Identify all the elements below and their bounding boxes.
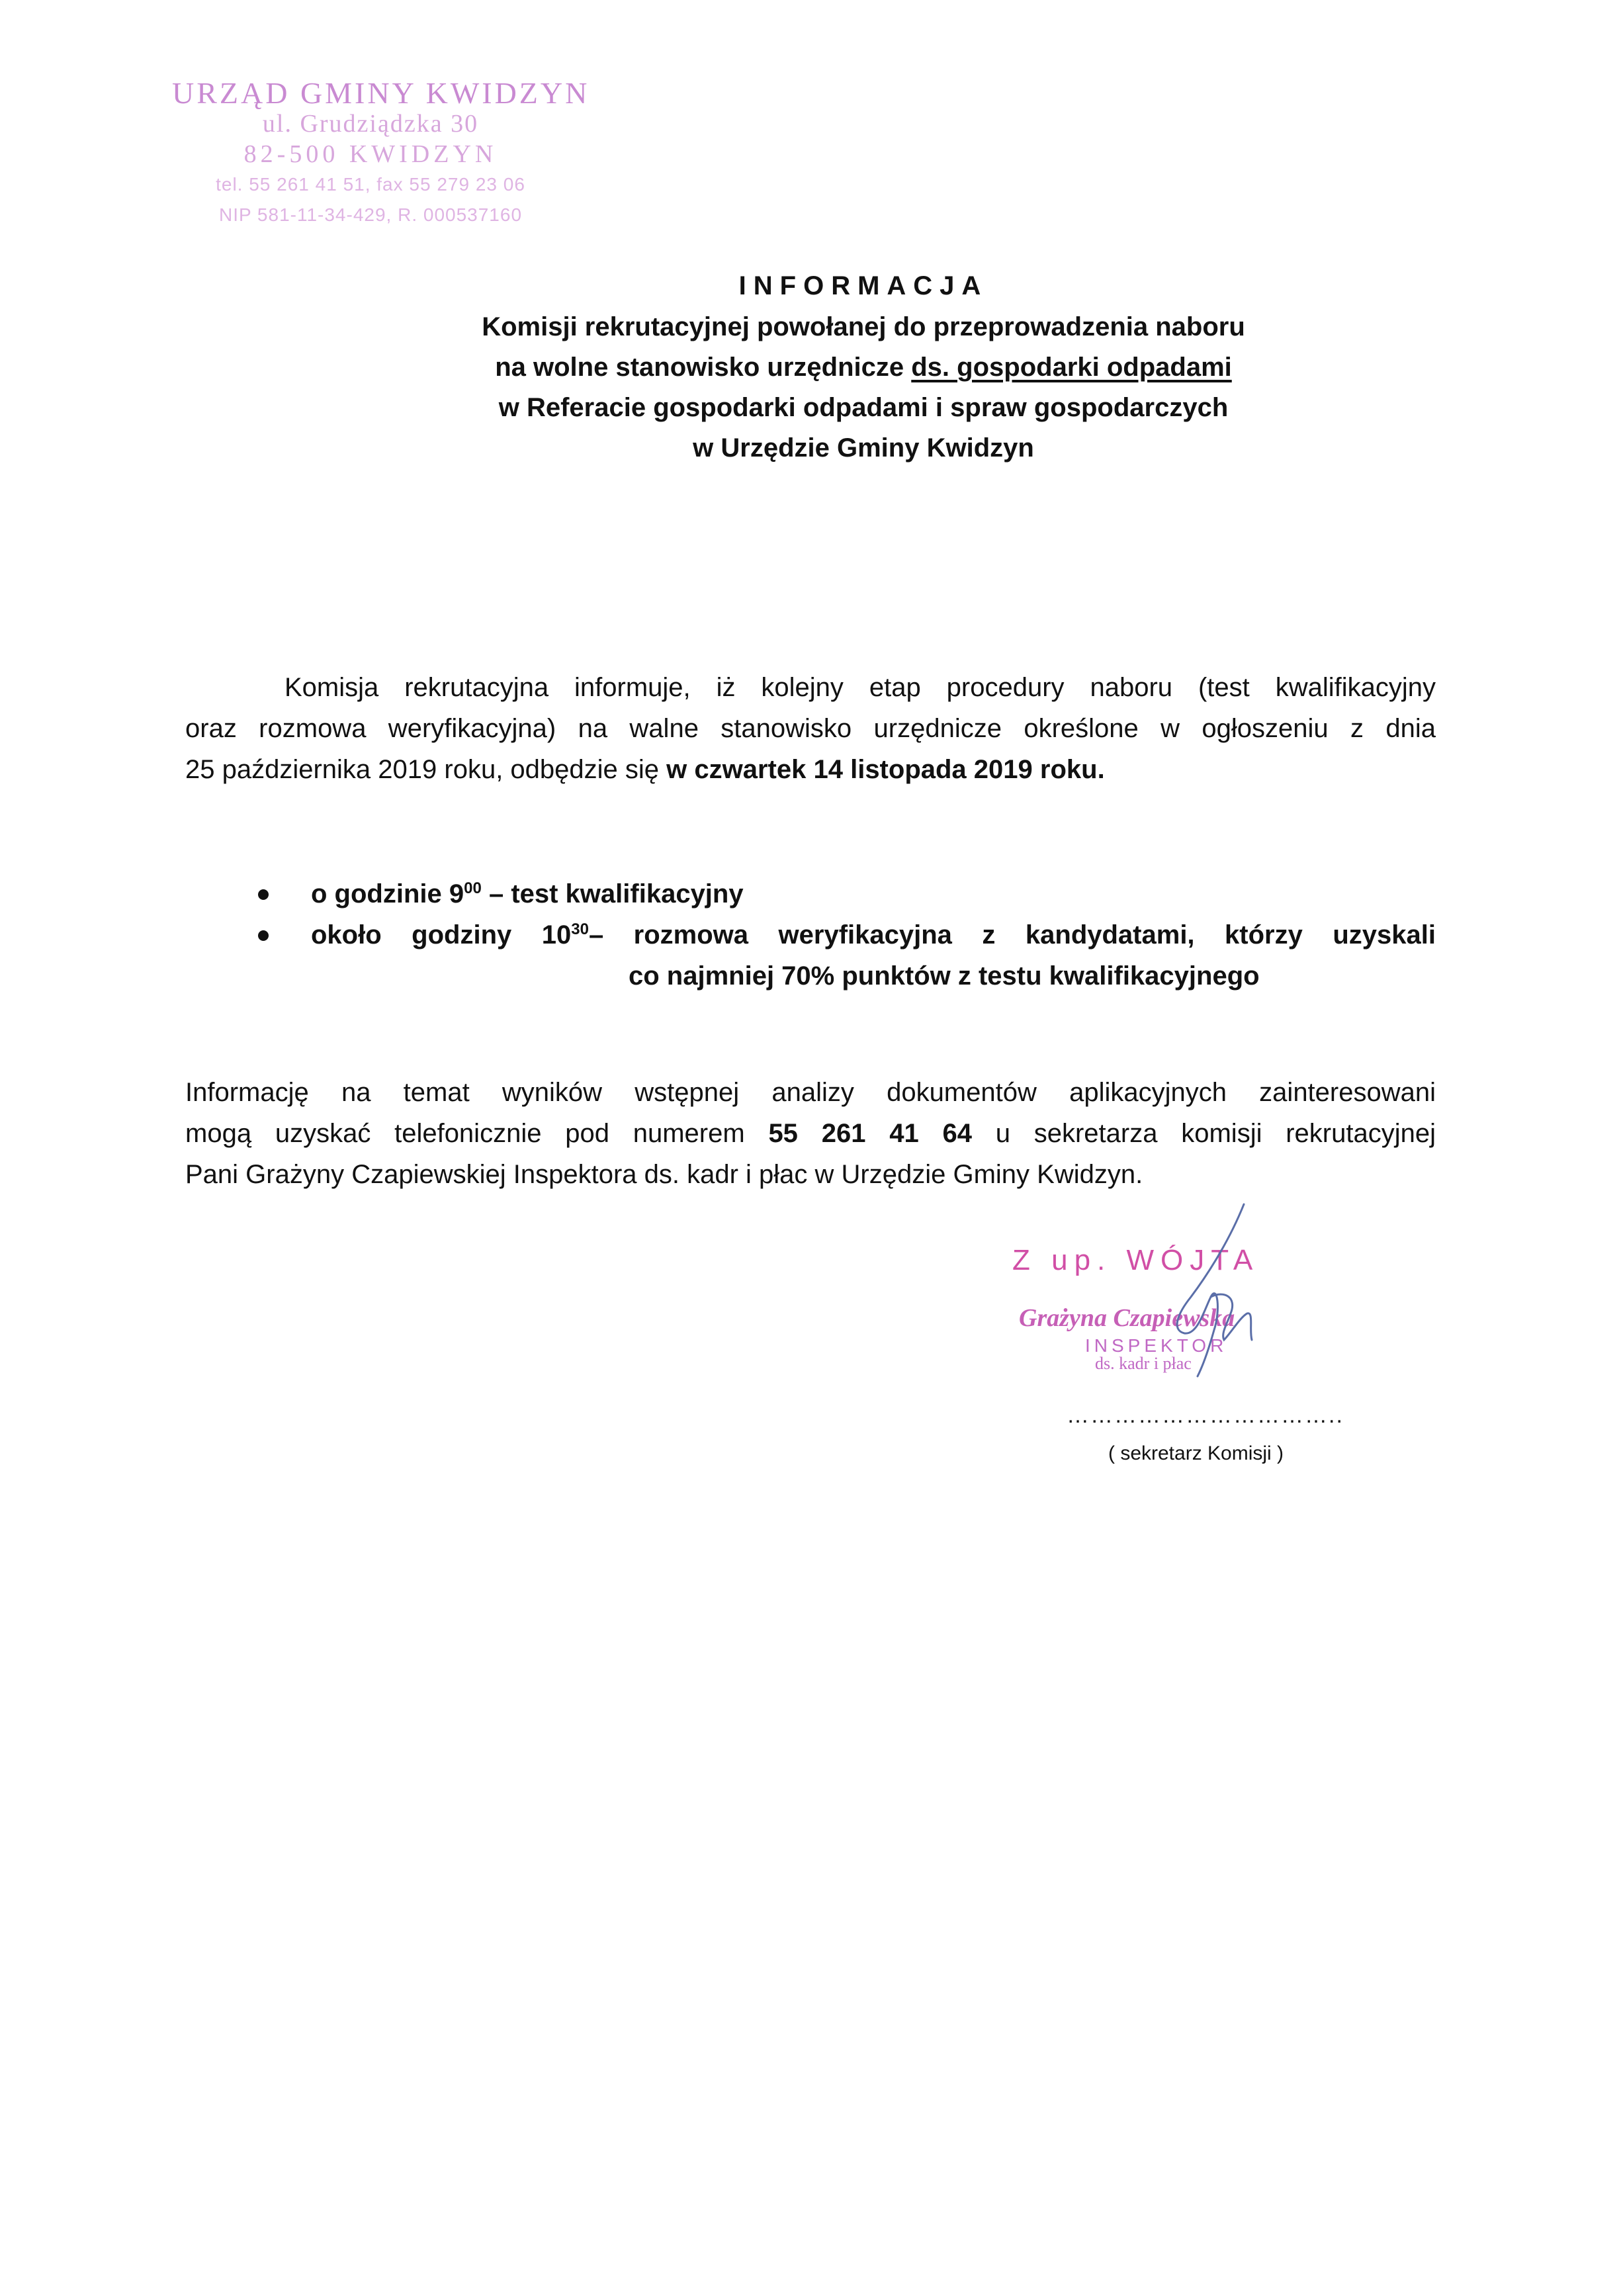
schedule-time-minutes: 00 [464,879,482,897]
signature-caption: ( sekretarz Komisji ) [1108,1442,1284,1464]
stamp-city: 82-500 KWIDZYN [243,140,498,168]
stamp-phone: tel. 55 261 41 51, fax 55 279 23 06 [216,174,525,195]
paragraph-1-line-3 [185,749,1436,790]
schedule-list [258,873,1436,996]
schedule-description: – rozmowa weryfikacyjna z kandydatami, którzy uzyskali [588,920,1436,949]
paragraph-2-line-3: Pani Grażyny Czapiewskiej Inspektora ds. kadr i płac w Urzędzie Gminy Kwidzyn. [185,1160,1143,1189]
phone-number: 55 261 41 64 [768,1119,972,1148]
paragraph-2-line-1: Informację na temat wyników wstępnej analizy dokumentów aplikacyjnych zainteresowani [185,1078,1436,1107]
paragraph-2-line-2-suffix: u sekretarza komisji rekrutacyjnej [971,1119,1436,1148]
stamp-role: INSPEKTOR [1085,1335,1228,1356]
heading-line-2-prefix: na wolne stanowisko urzędnicze [495,353,912,382]
office-stamp [172,76,590,230]
bullet-icon [258,930,269,941]
list-item [258,873,1436,914]
paragraph-1-line-1: Komisja rekrutacyjna informuje, iż kolejny etap procedury naboru (test kwalifikacyjny [285,673,1436,702]
page-title: INFORMACJA [738,271,988,300]
stamp-street: ul. Grudziądzka 30 [262,110,479,138]
paragraph-1-line-3-prefix: 25 października 2019 roku, odbędzie się [185,755,667,784]
heading-line-2 [106,347,1621,388]
meeting-date: w czwartek 14 listopada 2019 roku. [666,755,1105,784]
paragraph-2-line-2 [185,1113,1436,1154]
schedule-time-minutes: 30 [571,920,589,938]
stamp-name: Grażyna Czapiewska [1019,1304,1235,1332]
heading-line-3: w Referacie gospodarki odpadami i spraw gospodarczych [498,393,1229,422]
heading-line-4: w Urzędzie Gminy Kwidzyn [693,433,1034,463]
stamp-title: URZĄD GMINY KWIDZYN [172,76,590,110]
contact-paragraph [185,1072,1436,1195]
schedule-time-label: o godzinie 9 [311,879,464,908]
document-heading [0,265,1621,468]
paragraph-2-line-2-prefix: mogą uzyskać telefonicznie pod numerem [185,1119,769,1148]
schedule-item-main [311,914,1436,955]
stamp-dept: ds. kadr i płac [1095,1354,1192,1373]
signature-line: …………………………….. [1067,1403,1344,1428]
handwritten-signature-icon [1131,1198,1290,1396]
list-item [258,914,1436,996]
announcement-paragraph [185,667,1436,790]
stamp-zup: Z up. WÓJTA [1012,1244,1260,1276]
schedule-description: – test kwalifikacyjny [488,879,744,908]
position-name: ds. gospodarki odpadami [911,353,1232,382]
bullet-icon [258,889,269,900]
stamp-nip: NIP 581-11-34-429, R. 000537160 [218,204,523,225]
heading-line-1: Komisji rekrutacyjnej powołanej do przeprowadzenia naboru [482,312,1245,341]
schedule-description-continuation: co najmniej 70% punktów z testu kwalifikacyjnego [629,961,1260,991]
schedule-time-label: około godziny 10 [311,920,572,949]
paragraph-1-line-2: oraz rozmowa weryfikacyjna) na walne stanowisko urzędnicze określone w ogłoszeniu z dnia [185,714,1436,743]
